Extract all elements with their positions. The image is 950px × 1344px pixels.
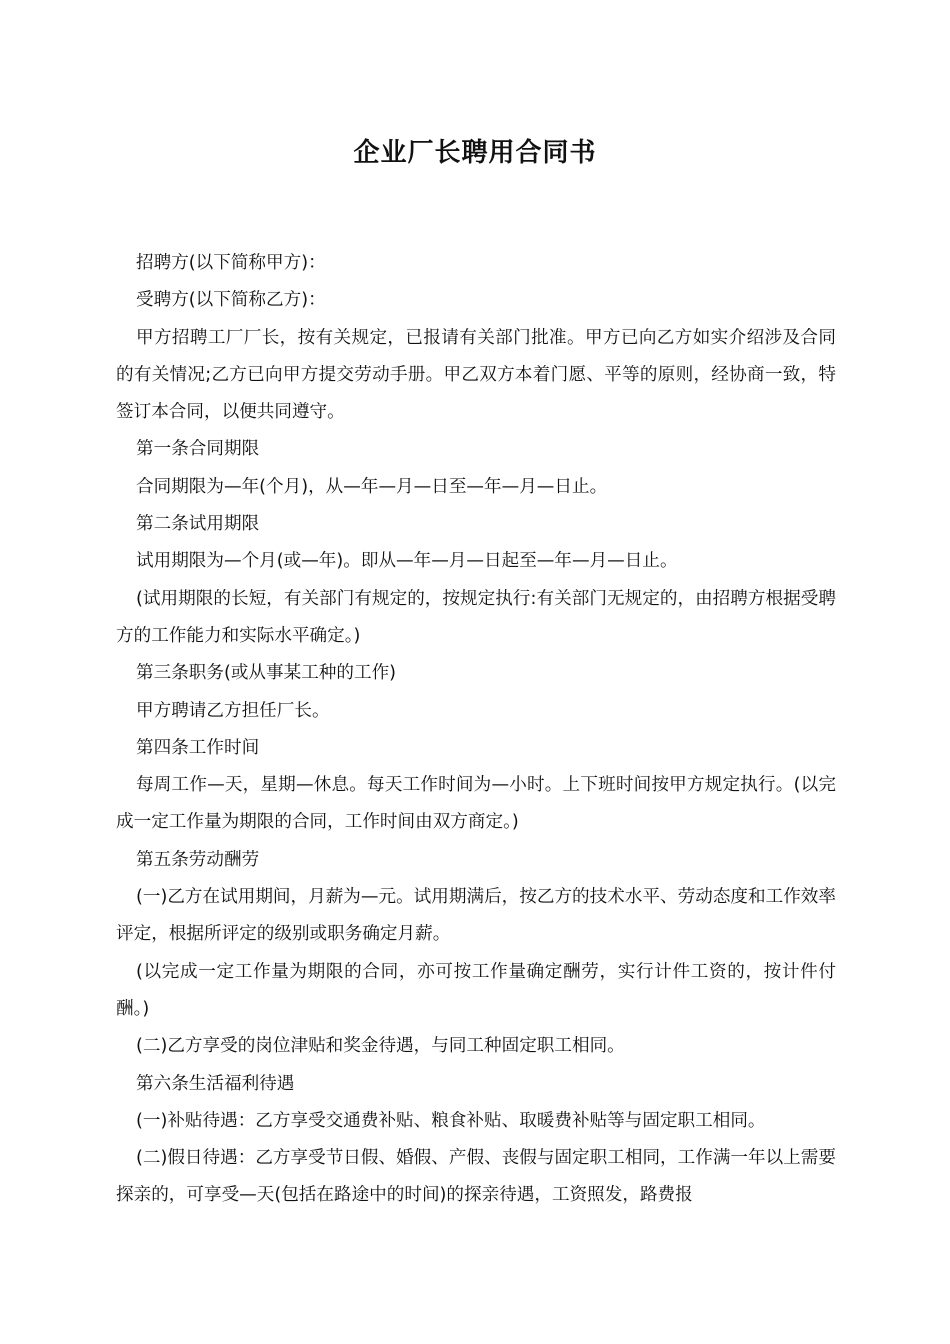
article-5-clause-1: (一)乙方在试用期间，月薪为—元。试用期满后，按乙方的技术水平、劳动态度和工作效率评定，根据所评定的级别或职务确定月薪。 bbox=[116, 887, 836, 945]
article-6-clause-2: (二)假日待遇：乙方享受节日假、婚假、产假、丧假与固定职工相同，工作满一年以上需要探亲的，可享受—天(包括在路途中的时间)的探亲待遇，工资照发，路费报 bbox=[116, 1148, 836, 1206]
article-2-heading: 第二条试用期限 bbox=[136, 514, 260, 535]
article-4-text: 每周工作—天，星期—休息。每天工作时间为—小时。上下班时间按甲方规定执行。(以完成一定工作量为期限的合同，工作时间由双方商定。) bbox=[116, 775, 836, 833]
article-2-note: (试用期限的长短，有关部门有规定的，按规定执行:有关部门无规定的，由招聘方根据受聘方的工作能力和实际水平确定。) bbox=[116, 588, 836, 646]
party-b-line: 受聘方(以下简称乙方)： bbox=[136, 290, 326, 311]
article-1-text: 合同期限为—年(个月)，从—年—月—日至—年—月—日止。 bbox=[136, 476, 608, 497]
article-5-clause-2: (二)乙方享受的岗位津贴和奖金待遇，与同工种固定职工相同。 bbox=[136, 1036, 625, 1057]
article-1-heading: 第一条合同期限 bbox=[136, 439, 260, 460]
preamble-paragraph: 甲方招聘工厂厂长，按有关规定，已报请有关部门批准。甲方已向乙方如实介绍涉及合同的有关情况;乙方已向甲方提交劳动手册。甲乙双方本着门愿、平等的原则，经协商一致，特签订本合同，以便共同遵守。 bbox=[116, 327, 836, 423]
party-a-line: 招聘方(以下简称甲方)： bbox=[136, 253, 326, 273]
article-2-text: 试用期限为—个月(或—年)。即从—年—月—日起至—年—月—日止。 bbox=[136, 551, 678, 572]
document-body bbox=[116, 245, 836, 1215]
article-3-heading: 第三条职务(或从事某工种的工作) bbox=[136, 663, 397, 684]
article-5-heading: 第五条劳动酬劳 bbox=[136, 849, 260, 870]
document-title: 企业厂长聘用合同书 bbox=[353, 138, 597, 168]
article-5-note: (以完成一定工作量为期限的合同，亦可按工作量确定酬劳，实行计件工资的，按计件付酬。) bbox=[116, 961, 836, 1019]
article-4-heading: 第四条工作时间 bbox=[136, 737, 260, 758]
article-6-heading: 第六条生活福利待遇 bbox=[136, 1073, 295, 1094]
article-6-clause-1: (一)补贴待遇：乙方享受交通费补贴、粮食补贴、取暖费补贴等与固定职工相同。 bbox=[136, 1110, 766, 1131]
article-3-text: 甲方聘请乙方担任厂长。 bbox=[136, 700, 330, 721]
